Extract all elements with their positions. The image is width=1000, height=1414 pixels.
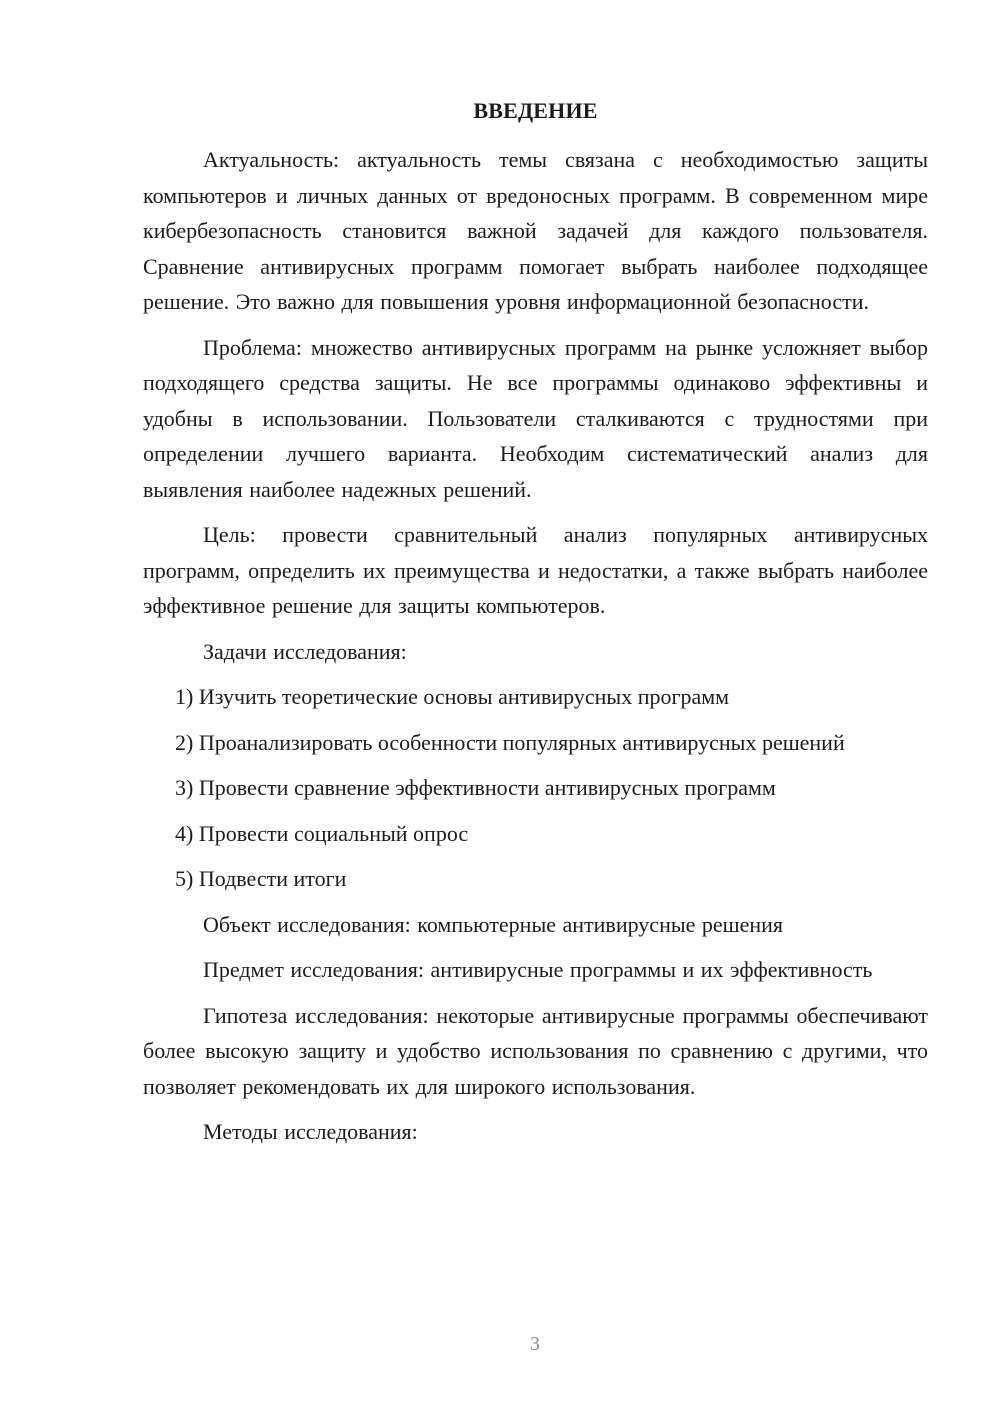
paragraph-tasks-heading: Задачи исследования: bbox=[203, 638, 407, 664]
paragraph-goal: Цель: провести сравнительный анализ популярных антивирусных программ, определить их преимущества и недостатки, а также выбрать наиболее эффективное решение для защиты компьютеров. bbox=[143, 522, 928, 618]
paragraph-hypothesis: Гипотеза исследования: некоторые антивирусные программы обеспечивают более высокую защиту и удобство использования по сравнению с другими, что позволяет рекомендовать их для широкого использования. bbox=[143, 1002, 928, 1099]
paragraph-object: Объект исследования: компьютерные антивирусные решения bbox=[203, 911, 784, 937]
paragraph-relevance: Актуальность: актуальность темы связана с необходимостью защиты компьютеров и личных данных от вредоносных программ. В современном мире кибербезопасность становится важной задачей для каждого пользователя. Сравнение антивирусных программ помогает выбрать наиболее подходящее решение. Это важно для повышения уровня информационной безопасности. bbox=[143, 147, 928, 314]
task-item-5: 5) Подвести итоги bbox=[175, 866, 347, 891]
page-content bbox=[143, 96, 928, 1160]
page-number: 3 bbox=[530, 1333, 540, 1355]
task-item-2: 2) Проанализировать особенности популярных антивирусных решений bbox=[175, 729, 845, 755]
paragraph-subject: Предмет исследования: антивирусные программы и их эффективность bbox=[203, 957, 873, 982]
paragraph-methods: Методы исследования: bbox=[203, 1119, 418, 1144]
task-item-3: 3) Провести сравнение эффективности антивирусных программ bbox=[175, 775, 776, 800]
section-title: ВВЕДЕНИЕ bbox=[473, 98, 598, 123]
paragraph-problem: Проблема: множество антивирусных программ на рынке усложняет выбор подходящего средства защиты. Не все программы одинаково эффективны и удобны в использовании. Пользователи сталкиваются с трудностями при определении лучшего варианта. Необходим систематический анализ для выявления наиболее надежных решений. bbox=[143, 334, 928, 502]
task-item-4: 4) Провести социальный опрос bbox=[175, 820, 469, 846]
task-item-1: 1) Изучить теоретические основы антивирусных программ bbox=[175, 684, 730, 709]
